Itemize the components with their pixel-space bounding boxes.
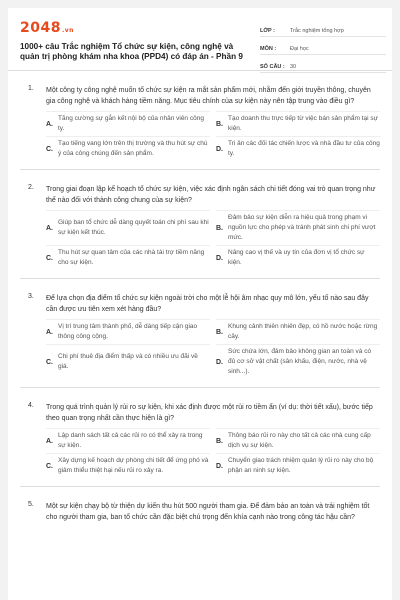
answer-option[interactable] — [46, 245, 210, 270]
option-letter: A. — [46, 224, 53, 232]
option-letter: D. — [216, 254, 223, 262]
option-text: Lập danh sách tất cả các rủi ro có thể xảy ra trong sự kiện. — [58, 432, 203, 449]
option-text: Khung cảnh thiên nhiên đẹp, có hồ nước hoặc rừng cây. — [228, 323, 378, 340]
document-page — [8, 8, 392, 600]
option-text: Tri ân các đối tác chiến lược và nhà đầu tư của công ty. — [228, 140, 380, 157]
option-text: Xây dựng kế hoạch dự phòng chi tiết để ứng phó và giảm thiểu thiệt hại nếu rủi ro xảy ra. — [58, 457, 209, 474]
site-logo[interactable]: 2048.vn — [20, 20, 74, 36]
page-header — [8, 8, 392, 71]
answer-option[interactable] — [216, 453, 380, 478]
options-grid — [46, 428, 380, 478]
options-grid — [46, 111, 380, 161]
page-title: 1000+ câu Trắc nghiệm Tổ chức sự kiện, công nghệ và quản trị phòng khám nha khoa (PPD4) có đáp án - Phần 9 — [20, 42, 243, 61]
option-letter: A. — [46, 120, 53, 128]
meta-value: Đại học — [290, 46, 309, 52]
answer-option[interactable] — [46, 344, 210, 379]
option-text: Vị trí trung tâm thành phố, dễ dàng tiếp cận giao thông công cộng. — [58, 323, 198, 340]
answer-option[interactable] — [216, 245, 380, 270]
question-text: Một sự kiện chạy bộ từ thiện dự kiến thu hút 500 người tham gia. Để đảm bảo an toàn và trải nghiệm tốt cho người tham gia, ban tổ chức cần đặc biệt chú trọng đến khía cạnh nào trong công tác hậu cần? — [46, 503, 370, 521]
option-letter: C. — [46, 358, 53, 366]
option-letter: A. — [46, 437, 53, 445]
option-text: Tăng cường sự gắn kết nội bộ của nhân viên công ty. — [58, 115, 204, 132]
question-item — [20, 388, 380, 487]
question-item — [20, 279, 380, 388]
option-text: Tạo tiếng vang lớn trên thị trường và thu hút sự chú ý của công chúng đến sản phẩm. — [58, 140, 208, 157]
option-letter: A. — [46, 328, 53, 336]
option-text: Tạo doanh thu trực tiếp từ việc bán sản phẩm tại sự kiện. — [228, 115, 378, 132]
question-text: Trong giai đoạn lập kế hoạch tổ chức sự kiện, việc xác định ngân sách chi tiết đóng vai trò quan trọng như thế nào đối với thành công chung của sự kiện? — [46, 186, 376, 204]
answer-option[interactable] — [216, 319, 380, 344]
question-text: Trong quá trình quản lý rủi ro sự kiện, khi xác định được một rủi ro tiềm ẩn (ví dụ: thời tiết xấu), bước tiếp theo quan trọng nhất cần thực hiện là gì? — [46, 404, 373, 422]
meta-value: 30 — [290, 64, 297, 70]
option-text: Chuyển giao trách nhiệm quản lý rủi ro này cho bộ phận an ninh sự kiện. — [228, 457, 374, 474]
meta-value: Trắc nghiệm tổng hợp — [290, 28, 344, 34]
option-text: Chi phí thuê địa điểm thấp và có nhiều ưu đãi về giá. — [58, 353, 198, 370]
question-item — [20, 487, 380, 523]
answer-option[interactable] — [46, 428, 210, 453]
option-text: Thu hút sự quan tâm của các nhà tài trợ tiềm năng cho sự kiện. — [58, 249, 205, 266]
option-text: Nâng cao vị thế và uy tín của đơn vị tổ chức sự kiện. — [228, 249, 365, 266]
question-text: Một công ty công nghệ muốn tổ chức sự kiện ra mắt sản phẩm mới, nhằm đến giới truyền thông, chuyên gia công nghệ và khách hàng tiềm năng. Mục tiêu chính của sự kiện này nên tập trung vào điều gì? — [46, 87, 371, 105]
answer-option[interactable] — [46, 111, 210, 136]
answer-option[interactable] — [216, 428, 380, 453]
option-text: Đảm bảo sự kiện diễn ra hiệu quả trong phạm vi nguồn lực cho phép và tránh phát sinh chi phí vượt mức. — [228, 214, 376, 241]
question-number: 3. — [28, 293, 34, 300]
option-letter: B. — [216, 328, 223, 336]
option-text: Thông báo rủi ro này cho tất cả các nhà cung cấp dịch vụ sự kiện. — [228, 432, 371, 449]
answer-option[interactable] — [46, 319, 210, 344]
option-letter: B. — [216, 437, 223, 445]
question-number: 2. — [28, 184, 34, 191]
question-text: Để lựa chọn địa điểm tổ chức sự kiện ngoài trời cho một lễ hội âm nhạc quy mô lớn, yếu tố nào sau đây cần được ưu tiên xem xét hàng đầu? — [46, 295, 369, 313]
option-letter: C. — [46, 254, 53, 262]
meta-key: SỐ CÂU : — [260, 64, 285, 70]
question-number: 5. — [28, 501, 34, 508]
option-text: Giúp ban tổ chức dễ dàng quyết toán chi phí sau khi sự kiện kết thúc. — [58, 219, 209, 236]
option-letter: D. — [216, 462, 223, 470]
question-item — [20, 170, 380, 279]
question-list — [8, 71, 392, 523]
answer-option[interactable] — [216, 111, 380, 136]
option-letter: D. — [216, 145, 223, 153]
option-letter: B. — [216, 224, 223, 232]
meta-row — [260, 40, 386, 55]
meta-key: LỚP : — [260, 28, 275, 34]
option-letter: B. — [216, 120, 223, 128]
answer-option[interactable] — [46, 136, 210, 161]
answer-option[interactable] — [216, 210, 380, 245]
option-letter: D. — [216, 358, 223, 366]
options-grid — [46, 210, 380, 270]
answer-option[interactable] — [46, 453, 210, 478]
meta-key: MÔN : — [260, 46, 277, 52]
question-number: 4. — [28, 402, 34, 409]
answer-option[interactable] — [46, 210, 210, 245]
option-text: Sức chứa lớn, đảm bảo không gian an toàn và có đủ cơ sở vật chất (sân khấu, điện, nước, nhà vệ sinh...). — [228, 348, 372, 375]
answer-option[interactable] — [216, 136, 380, 161]
answer-option[interactable] — [216, 344, 380, 379]
meta-row — [260, 22, 386, 37]
options-grid — [46, 319, 380, 379]
question-item — [20, 71, 380, 170]
meta-table — [260, 22, 386, 76]
option-letter: C. — [46, 462, 53, 470]
question-number: 1. — [28, 85, 34, 92]
option-letter: C. — [46, 145, 53, 153]
